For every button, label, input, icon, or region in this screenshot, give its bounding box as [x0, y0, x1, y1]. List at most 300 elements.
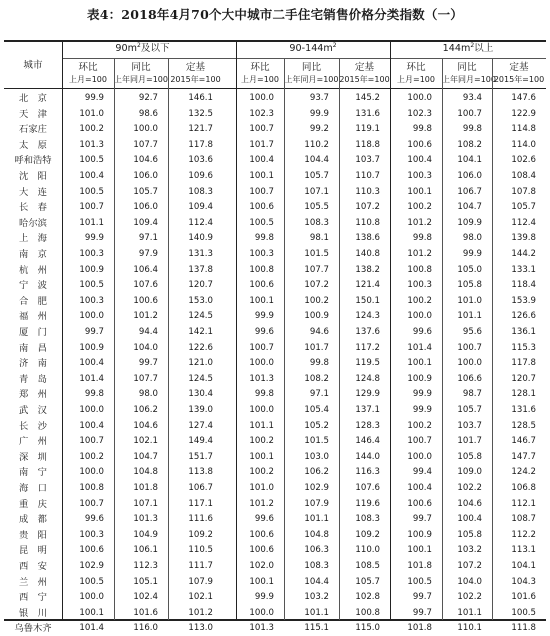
index-value: 126.6	[511, 311, 536, 322]
header-sub-7: 上月=100	[397, 75, 435, 84]
header-col-4: 环比	[250, 62, 270, 73]
city-name: 银 川	[19, 607, 47, 619]
index-value: 105.5	[304, 202, 329, 213]
index-value: 109.4	[188, 202, 213, 213]
index-value: 100.0	[407, 93, 432, 103]
index-value: 100.4	[79, 171, 104, 181]
index-value: 101.3	[249, 373, 274, 384]
index-value: 113.0	[188, 623, 213, 634]
index-value: 100.6	[249, 529, 274, 540]
index-value: 100.0	[249, 607, 274, 618]
index-value: 102.2	[457, 483, 482, 493]
index-value: 104.4	[304, 576, 329, 587]
index-value: 103.2	[457, 545, 482, 556]
city-name: 南 昌	[19, 342, 47, 354]
city-name: 长 春	[19, 202, 47, 214]
table-rule	[62, 58, 546, 59]
index-value: 100.9	[407, 373, 432, 384]
index-value: 122.9	[511, 108, 536, 119]
index-value: 99.8	[412, 124, 432, 135]
index-value: 108.3	[188, 186, 213, 197]
index-value: 99.9	[462, 249, 482, 259]
index-value: 100.8	[249, 264, 274, 275]
index-value: 105.8	[457, 280, 482, 291]
index-value: 139.8	[511, 233, 536, 244]
index-value: 100.0	[249, 405, 274, 415]
index-value: 118.8	[355, 139, 380, 150]
index-value: 110.2	[304, 139, 329, 150]
index-value: 107.7	[133, 373, 158, 384]
index-value: 109.2	[355, 529, 380, 540]
index-value: 113.1	[511, 545, 536, 556]
index-value: 99.6	[412, 327, 432, 337]
index-value: 100.3	[407, 280, 432, 291]
index-value: 108.3	[355, 514, 380, 525]
index-value: 101.5	[304, 436, 329, 447]
index-value: 102.0	[249, 561, 274, 571]
index-value: 93.7	[309, 93, 329, 103]
city-name: 西 安	[19, 561, 47, 572]
index-value: 99.7	[412, 607, 432, 618]
index-value: 105.1	[133, 576, 158, 587]
index-value: 105.7	[355, 576, 380, 587]
index-value: 132.5	[188, 108, 213, 119]
index-value: 107.2	[304, 280, 329, 291]
index-value: 107.8	[511, 186, 536, 197]
city-name: 天 津	[19, 108, 47, 120]
index-value: 100.7	[79, 436, 104, 447]
table-rule	[442, 58, 443, 620]
index-value: 107.6	[133, 280, 158, 291]
index-value: 146.7	[511, 436, 536, 447]
index-value: 99.9	[309, 108, 329, 119]
header-sub-2: 上年同月=100	[114, 75, 168, 84]
group-2-base: 90-144m	[289, 43, 333, 54]
index-value: 127.4	[188, 420, 213, 431]
index-value: 106.8	[511, 483, 536, 493]
city-name: 合 肥	[19, 295, 47, 307]
index-value: 117.8	[511, 358, 536, 369]
index-value: 124.5	[188, 373, 213, 384]
index-value: 122.6	[188, 342, 213, 353]
city-name: 宁 波	[19, 280, 47, 292]
index-value: 99.8	[254, 233, 274, 244]
index-value: 121.4	[355, 280, 380, 291]
city-name: 沈 阳	[19, 171, 47, 182]
index-value: 140.9	[188, 233, 213, 244]
index-value: 100.3	[79, 249, 104, 259]
city-name: 青 岛	[19, 373, 47, 385]
city-name: 昆 明	[19, 545, 47, 557]
index-value: 106.1	[133, 545, 158, 556]
index-value: 99.8	[84, 389, 104, 400]
group-1-base: 90m	[115, 43, 137, 54]
index-value: 119.1	[355, 124, 380, 135]
index-value: 106.0	[457, 171, 482, 181]
index-value: 100.1	[249, 295, 274, 306]
index-value: 115.0	[355, 623, 380, 634]
index-value: 100.2	[79, 124, 104, 135]
index-value: 109.0	[457, 467, 482, 478]
index-value: 104.0	[457, 576, 482, 587]
index-value: 105.8	[457, 529, 482, 540]
index-value: 120.7	[188, 280, 213, 291]
price-index-table	[4, 40, 546, 635]
index-value: 100.5	[79, 186, 104, 197]
table-rule	[284, 58, 285, 620]
index-value: 147.7	[511, 451, 536, 462]
index-value: 116.0	[133, 623, 158, 634]
index-value: 99.8	[254, 389, 274, 400]
index-value: 100.7	[79, 498, 104, 509]
header-col-7: 环比	[406, 62, 426, 73]
index-value: 100.0	[79, 405, 104, 415]
header-col-8: 同比	[457, 62, 477, 73]
header-sub-6: 2015年=100	[339, 75, 390, 84]
index-value: 100.0	[249, 358, 274, 369]
city-name: 济 南	[19, 358, 47, 370]
index-value: 100.7	[79, 202, 104, 213]
index-value: 118.4	[511, 280, 536, 291]
index-value: 100.2	[79, 451, 104, 462]
index-value: 100.9	[304, 311, 329, 322]
index-value: 106.2	[304, 467, 329, 478]
index-value: 103.6	[188, 155, 213, 166]
index-value: 137.1	[355, 405, 380, 415]
index-value: 103.7	[355, 155, 380, 166]
index-value: 99.2	[309, 124, 329, 135]
city-name: 石家庄	[19, 124, 47, 136]
index-value: 130.4	[188, 389, 213, 400]
index-value: 100.7	[457, 342, 482, 353]
index-value: 102.1	[133, 436, 158, 447]
index-value: 101.2	[407, 217, 432, 228]
header-sub-3: 2015年=100	[170, 75, 221, 84]
index-value: 100.5	[79, 155, 104, 166]
header-group-2	[236, 42, 390, 56]
index-value: 105.7	[511, 202, 536, 213]
index-value: 99.9	[412, 405, 432, 415]
index-value: 106.2	[133, 405, 158, 415]
index-value: 101.8	[407, 561, 432, 571]
table-rule	[4, 88, 546, 89]
index-value: 99.6	[84, 514, 104, 525]
index-value: 95.6	[462, 327, 482, 337]
index-value: 97.9	[138, 249, 158, 259]
index-value: 102.6	[511, 155, 536, 166]
index-value: 103.0	[304, 451, 329, 462]
index-value: 107.2	[457, 561, 482, 571]
index-value: 106.3	[304, 545, 329, 556]
index-value: 101.4	[79, 623, 104, 634]
index-value: 109.6	[188, 171, 213, 181]
index-value: 100.4	[407, 483, 432, 493]
index-value: 115.3	[511, 342, 536, 353]
index-value: 110.1	[457, 623, 482, 634]
index-value: 101.7	[249, 139, 274, 150]
index-value: 108.2	[304, 373, 329, 384]
index-value: 100.6	[249, 545, 274, 556]
index-value: 104.1	[457, 155, 482, 166]
index-value: 100.3	[79, 529, 104, 540]
index-value: 101.8	[133, 483, 158, 493]
index-value: 104.7	[133, 451, 158, 462]
city-name: 杭 州	[19, 264, 47, 276]
index-value: 100.0	[133, 124, 158, 135]
group-1-suffix: 及以下	[140, 43, 170, 54]
index-value: 100.0	[79, 467, 104, 478]
index-value: 101.1	[457, 311, 482, 322]
group-3-suffix: 以上	[474, 43, 494, 54]
index-value: 101.6	[133, 607, 158, 618]
index-value: 131.6	[511, 405, 536, 415]
index-value: 104.8	[304, 529, 329, 540]
header-sub-1: 上月=100	[69, 75, 107, 84]
index-value: 144.2	[511, 249, 536, 259]
index-value: 99.6	[254, 514, 274, 525]
index-value: 104.1	[511, 561, 536, 571]
header-sub-8: 上年同月=100	[442, 75, 496, 84]
index-value: 105.4	[304, 405, 329, 415]
index-value: 100.0	[407, 311, 432, 322]
index-value: 104.6	[457, 498, 482, 509]
index-value: 142.1	[188, 327, 213, 337]
header-sub-9: 2015年=100	[493, 75, 545, 84]
index-value: 128.3	[355, 420, 380, 431]
index-value: 105.7	[457, 405, 482, 415]
index-value: 121.0	[188, 358, 213, 369]
index-value: 137.8	[188, 264, 213, 275]
index-value: 115.1	[304, 623, 329, 634]
index-value: 146.4	[355, 436, 380, 447]
index-value: 100.8	[407, 264, 432, 275]
index-value: 106.6	[457, 373, 482, 384]
index-value: 100.5	[79, 280, 104, 291]
index-value: 101.2	[407, 249, 432, 259]
index-value: 109.2	[188, 529, 213, 540]
index-value: 116.3	[355, 467, 380, 478]
index-value: 99.7	[412, 592, 432, 603]
index-value: 124.5	[188, 311, 213, 322]
index-value: 100.7	[249, 342, 274, 353]
city-name: 厦 门	[19, 327, 47, 338]
index-value: 106.0	[133, 202, 158, 213]
index-value: 102.3	[249, 108, 274, 119]
index-value: 109.4	[133, 217, 158, 228]
index-value: 102.8	[355, 592, 380, 603]
index-value: 100.2	[407, 295, 432, 306]
index-value: 102.2	[457, 592, 482, 603]
city-name: 深 圳	[19, 451, 47, 463]
index-value: 101.3	[133, 514, 158, 525]
index-value: 112.3	[133, 561, 158, 571]
city-name: 北 京	[19, 93, 47, 104]
index-value: 99.6	[254, 327, 274, 337]
index-value: 106.7	[457, 186, 482, 197]
index-value: 107.7	[133, 139, 158, 150]
index-value: 111.8	[511, 623, 536, 634]
index-value: 108.3	[304, 217, 329, 228]
index-value: 100.6	[407, 498, 432, 509]
index-value: 101.2	[188, 607, 213, 618]
index-value: 100.0	[457, 358, 482, 369]
index-value: 105.0	[457, 264, 482, 275]
index-value: 99.9	[84, 93, 104, 103]
city-name: 郑 州	[19, 389, 47, 401]
index-value: 113.8	[188, 467, 213, 478]
index-value: 100.8	[355, 607, 380, 618]
index-value: 100.2	[407, 420, 432, 431]
city-name: 大 连	[19, 186, 47, 198]
index-value: 100.3	[249, 249, 274, 259]
index-value: 106.4	[133, 264, 158, 275]
city-name: 南 宁	[19, 467, 47, 479]
index-value: 100.6	[407, 139, 432, 150]
index-value: 102.9	[304, 483, 329, 493]
group-3-sup: 2	[470, 41, 475, 49]
index-value: 136.1	[511, 327, 536, 337]
header-col-2: 同比	[131, 62, 151, 73]
index-value: 100.1	[407, 358, 432, 369]
index-value: 102.4	[133, 592, 158, 603]
index-value: 104.3	[511, 576, 536, 587]
index-value: 98.7	[462, 389, 482, 400]
index-value: 153.9	[511, 295, 536, 306]
header-group-1	[62, 42, 223, 56]
index-value: 100.4	[457, 514, 482, 525]
index-value: 151.7	[188, 451, 213, 462]
index-value: 107.7	[304, 264, 329, 275]
city-name: 南 京	[19, 249, 47, 260]
index-value: 120.7	[511, 373, 536, 384]
city-name: 上 海	[19, 233, 47, 245]
header-sub-4: 上月=100	[241, 75, 279, 84]
index-value: 98.0	[138, 389, 158, 400]
index-value: 117.2	[355, 342, 380, 353]
index-value: 124.3	[355, 311, 380, 322]
index-value: 99.9	[412, 389, 432, 400]
city-name: 兰 州	[19, 576, 47, 588]
table-title: 表4：2018年4月70个大中城市二手住宅销售价格分类指数（一）	[87, 7, 463, 22]
index-value: 98.1	[309, 233, 329, 244]
index-value: 100.1	[249, 171, 274, 181]
index-value: 100.2	[249, 436, 274, 447]
index-value: 99.4	[412, 467, 432, 478]
index-value: 147.6	[511, 93, 536, 103]
index-value: 137.6	[355, 327, 380, 337]
index-value: 101.7	[457, 436, 482, 447]
index-value: 100.8	[79, 483, 104, 493]
index-value: 100.2	[407, 202, 432, 213]
index-value: 100.9	[79, 264, 104, 275]
index-value: 103.7	[457, 420, 482, 431]
index-value: 140.8	[355, 249, 380, 259]
index-value: 138.6	[355, 233, 380, 244]
index-value: 114.0	[511, 139, 536, 150]
index-value: 100.5	[511, 607, 536, 618]
index-value: 99.7	[84, 327, 104, 337]
city-name: 武 汉	[19, 405, 47, 416]
index-value: 103.2	[304, 592, 329, 603]
header-col-3: 定基	[185, 62, 206, 73]
index-value: 101.1	[79, 217, 104, 228]
index-value: 139.0	[188, 405, 213, 415]
index-value: 101.0	[457, 295, 482, 306]
index-value: 110.7	[355, 171, 380, 181]
index-value: 111.6	[188, 514, 213, 525]
index-value: 124.8	[355, 373, 380, 384]
index-value: 106.7	[188, 483, 213, 493]
index-value: 100.4	[79, 420, 104, 431]
index-value: 112.2	[511, 529, 536, 540]
index-value: 110.5	[188, 545, 213, 556]
index-value: 107.9	[188, 576, 213, 587]
index-value: 94.4	[138, 327, 158, 337]
index-value: 107.2	[355, 202, 380, 213]
index-value: 100.4	[249, 155, 274, 166]
index-value: 105.7	[133, 186, 158, 197]
index-value: 101.1	[304, 514, 329, 525]
header-city: 城市	[23, 60, 43, 71]
index-value: 100.6	[79, 545, 104, 556]
index-value: 129.9	[355, 389, 380, 400]
index-value: 102.9	[79, 561, 104, 571]
index-value: 107.1	[304, 186, 329, 197]
index-value: 100.9	[407, 529, 432, 540]
index-value: 100.6	[249, 280, 274, 291]
city-name: 西 宁	[19, 592, 47, 604]
index-value: 100.0	[79, 311, 104, 322]
index-value: 133.1	[511, 264, 536, 275]
index-value: 100.2	[304, 295, 329, 306]
index-value: 100.7	[249, 186, 274, 197]
index-value: 104.0	[133, 342, 158, 353]
city-name: 乌鲁木齐	[14, 623, 52, 635]
index-value: 114.8	[511, 124, 536, 135]
index-value: 105.7	[304, 171, 329, 181]
index-value: 119.5	[355, 358, 380, 369]
index-value: 100.3	[407, 171, 432, 181]
index-value: 101.7	[304, 342, 329, 353]
table-rule	[168, 58, 169, 620]
index-value: 102.1	[188, 592, 213, 603]
index-value: 101.1	[457, 607, 482, 618]
index-value: 128.5	[511, 420, 536, 431]
index-value: 101.4	[407, 342, 432, 353]
index-value: 104.6	[133, 420, 158, 431]
index-value: 110.3	[355, 186, 380, 197]
index-value: 100.1	[407, 545, 432, 556]
index-value: 149.4	[188, 436, 213, 447]
index-value: 111.7	[188, 561, 213, 571]
city-name: 太 原	[19, 139, 47, 151]
index-value: 108.3	[304, 561, 329, 571]
index-value: 153.0	[188, 295, 213, 306]
index-value: 121.7	[188, 124, 213, 135]
index-value: 100.6	[249, 202, 274, 213]
index-value: 110.8	[355, 217, 380, 228]
index-value: 100.5	[407, 576, 432, 587]
index-value: 108.2	[457, 139, 482, 150]
index-value: 106.0	[133, 171, 158, 181]
city-name: 贵 阳	[19, 529, 47, 541]
index-value: 104.6	[133, 155, 158, 166]
index-value: 108.5	[355, 561, 380, 571]
header-col-6: 定基	[354, 62, 375, 73]
index-value: 100.1	[79, 607, 104, 618]
header-sub-5: 上年同月=100	[284, 75, 339, 84]
index-value: 92.7	[138, 93, 158, 103]
